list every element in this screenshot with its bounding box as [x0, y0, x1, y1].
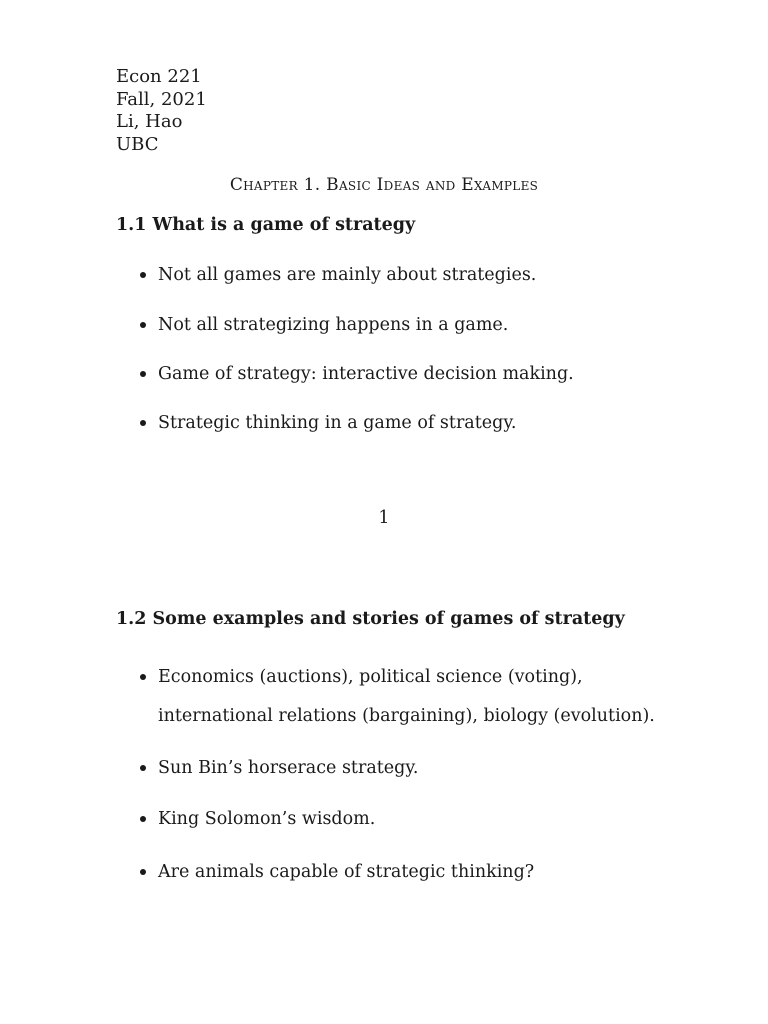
list-item [116, 749, 676, 788]
school-name: UBC [116, 133, 159, 155]
bullet-icon [140, 869, 146, 875]
list-item-text: Sun Bin’s horserace strategy. [158, 758, 419, 778]
instructor-name: Li, Hao [116, 111, 183, 133]
term: Fall, 2021 [116, 88, 207, 110]
bullet-icon [140, 322, 146, 328]
section-heading: 1.1 What is a game of strategy [116, 215, 416, 235]
list-item [116, 853, 676, 892]
page-number: 1 [378, 508, 390, 528]
section-heading: 1.2 Some examples and stories of games of strategy [116, 609, 625, 629]
list-item [116, 256, 676, 295]
list-item-text: Not all strategizing happens in a game. [158, 315, 509, 335]
bullet-icon [140, 420, 146, 426]
chapter-title: Chapter 1. Basic Ideas and Examples [229, 175, 539, 195]
list-item-text: Not all games are mainly about strategies. [158, 265, 537, 285]
list-item [116, 404, 676, 443]
list-item-text: King Solomon’s wisdom. [158, 809, 376, 829]
list-item-text: Game of strategy: interactive decision making. [158, 364, 574, 384]
bullet-icon [140, 765, 146, 771]
list-item [116, 658, 676, 735]
bullet-icon [140, 272, 146, 278]
bullet-icon [140, 816, 146, 822]
list-item-text: Strategic thinking in a game of strategy. [158, 413, 517, 433]
list-item [116, 306, 676, 345]
list-item [116, 355, 676, 394]
bullet-icon [140, 371, 146, 377]
list-item-text: Economics (auctions), political science (voting), international relations (bargaining), biology (evolution). [158, 667, 655, 726]
bullet-icon [140, 674, 146, 680]
document-header [116, 66, 207, 156]
list-item-text: Are animals capable of strategic thinking? [158, 862, 535, 882]
course-name: Econ 221 [116, 66, 202, 87]
list-item [116, 800, 676, 839]
